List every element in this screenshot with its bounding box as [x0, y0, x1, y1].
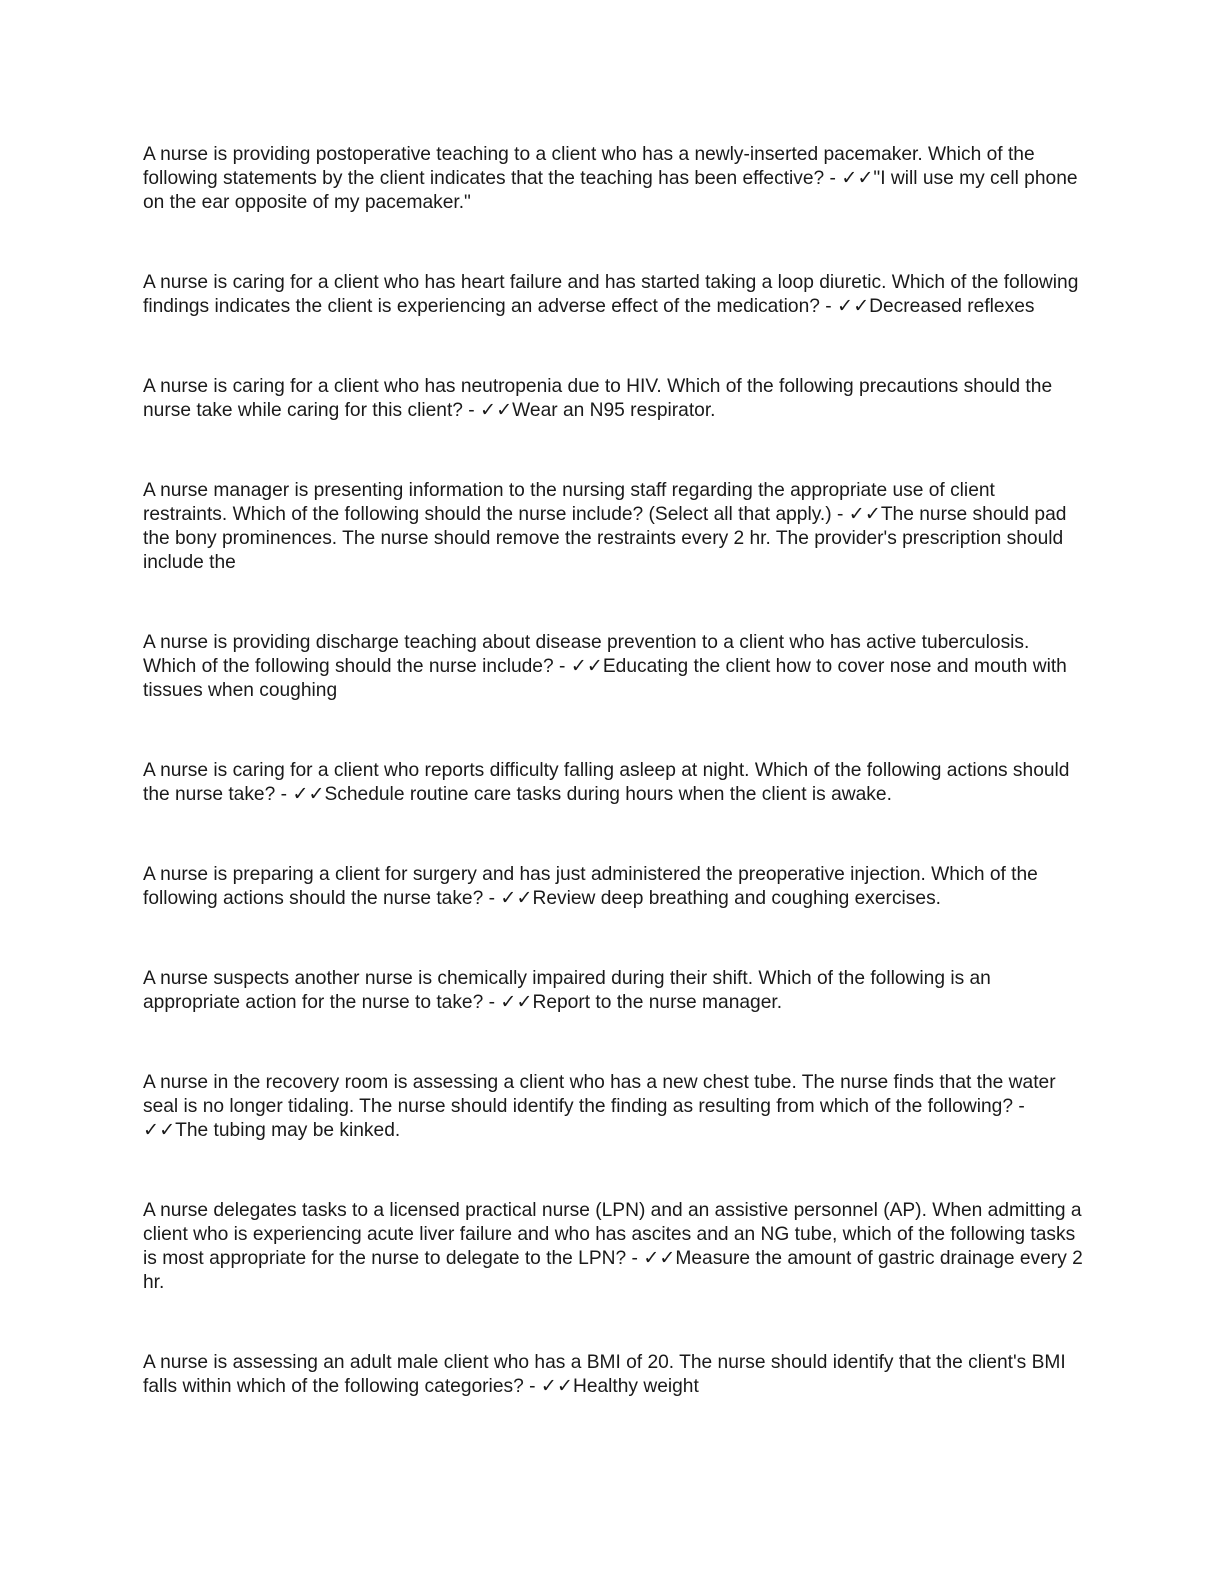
spacer: [143, 423, 1083, 479]
qa-item-4: A nurse manager is presenting information to the nursing staff regarding the appropriate use of client restraints. Which of the following should the nurse include? (Select all that apply.) - ✓✓The nurse should pad the bony prominences. The nurse should remove the restraints every 2 hr. The provider's prescription should include the: [143, 480, 1067, 573]
qa-item-5: A nurse is providing discharge teaching about disease prevention to a client who has active tuberculosis. Which of the following should the nurse include? - ✓✓Educating the client how to cover nose and mouth with tissues when coughing: [143, 632, 1067, 701]
qa-item-7: A nurse is preparing a client for surgery and has just administered the preoperative injection. Which of the following actions should the nurse take? - ✓✓Review deep breathing and coughing exercises.: [143, 864, 1038, 909]
spacer: [143, 1143, 1083, 1199]
spacer: [143, 911, 1083, 967]
spacer: [143, 575, 1083, 631]
qa-item-1: A nurse is providing postoperative teaching to a client who has a newly-inserted pacemaker. Which of the following statements by the client indicates that the teaching has been effective? - ✓✓"I will use my cell phone on the ear opposite of my pacemaker.": [143, 144, 1078, 213]
qa-item-9: A nurse in the recovery room is assessing a client who has a new chest tube. The nurse finds that the water seal is no longer tidaling. The nurse should identify the finding as resulting from which of the following? - ✓✓The tubing may be kinked.: [143, 1072, 1056, 1141]
spacer: [143, 319, 1083, 375]
qa-item-3: A nurse is caring for a client who has neutropenia due to HIV. Which of the following precautions should the nurse take while caring for this client? - ✓✓Wear an N95 respirator.: [143, 376, 1053, 421]
qa-item-8: A nurse suspects another nurse is chemically impaired during their shift. Which of the following is an appropriate action for the nurse to take? - ✓✓Report to the nurse manager.: [143, 968, 991, 1013]
spacer: [143, 1015, 1083, 1071]
qa-item-10: A nurse delegates tasks to a licensed practical nurse (LPN) and an assistive personnel (AP). When admitting a client who is experiencing acute liver failure and who has ascites and an NG tube, which of the following tasks is most appropriate for the nurse to delegate to the LPN? - ✓✓Measure the amount of gastric drainage every 2 hr.: [143, 1200, 1083, 1293]
spacer: [143, 215, 1083, 271]
qa-item-6: A nurse is caring for a client who reports difficulty falling asleep at night. Which of the following actions should the nurse take? - ✓✓Schedule routine care tasks during hours when the client is awake.: [143, 760, 1070, 805]
qa-list: [143, 143, 1083, 1399]
qa-item-11: A nurse is assessing an adult male client who has a BMI of 20. The nurse should identify that the client's BMI falls within which of the following categories? - ✓✓Healthy weight: [143, 1352, 1066, 1397]
qa-item-2: A nurse is caring for a client who has heart failure and has started taking a loop diuretic. Which of the following findings indicates the client is experiencing an adverse effect of the medication? - ✓✓Decreased reflexes: [143, 272, 1079, 317]
spacer: [143, 1295, 1083, 1351]
spacer: [143, 703, 1083, 759]
spacer: [143, 807, 1083, 863]
